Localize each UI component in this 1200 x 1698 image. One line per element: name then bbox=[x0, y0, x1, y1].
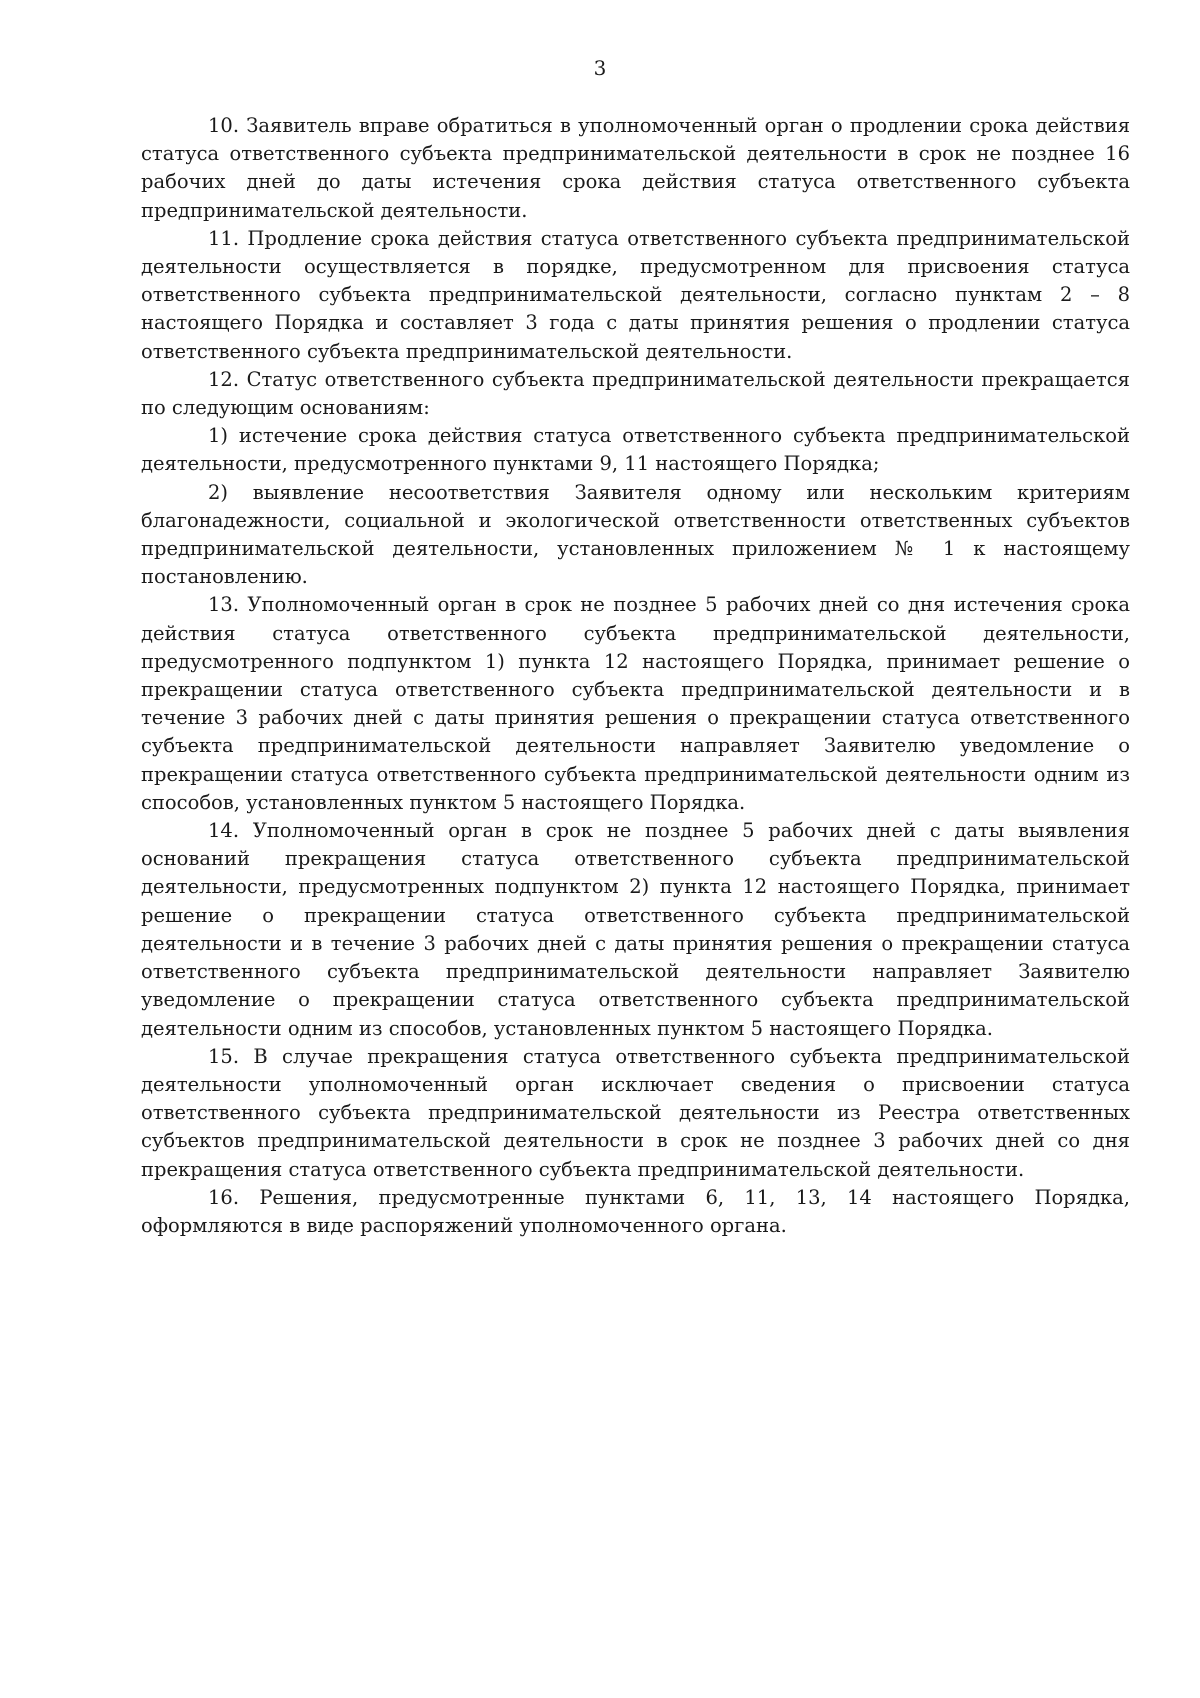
paragraph-15: 15. В случае прекращения статуса ответственного субъекта предпринимательской деятельности уполномоченный орган исключает сведения о присвоении статуса ответственного субъекта предпринимательской деятельности из Реестра ответственных субъектов предпринимательской деятельности в срок не позднее 3 рабочих дней со дня прекращения статуса ответственного субъекта предпринимательской деятельности. bbox=[141, 1044, 1130, 1181]
paragraph-10: 10. Заявитель вправе обратиться в уполномоченный орган о продлении срока действия статуса ответственного субъекта предпринимательской деятельности в срок не позднее 16 рабочих дней до даты истечения срока действия статуса ответственного субъекта предпринимательской деятельности. bbox=[141, 114, 1130, 222]
paragraph-12-item-2: 2) выявление несоответствия Заявителя одному или нескольким критериям благонадежности, социальной и экологической ответственности ответственных субъектов предпринимательской деятельности, установленных приложением № 1 к настоящему постановлению. bbox=[141, 480, 1130, 589]
document-body bbox=[141, 112, 1130, 1240]
paragraph-14: 14. Уполномоченный орган в срок не позднее 5 рабочих дней с даты выявления оснований прекращения статуса ответственного субъекта предпринимательской деятельности, предусмотренных подпунктом 2) пункта 12 настоящего Порядка, принимает решение о прекращении статуса ответственного субъекта предпринимательской деятельности и в течение 3 рабочих дней с даты принятия решения о прекращении статуса ответственного субъекта предпринимательской деятельности направляет Заявителю уведомление о прекращении статуса ответственного субъекта предпринимательской деятельности одним из способов, установленных пунктом 5 настоящего Порядка. bbox=[141, 819, 1130, 1040]
paragraph-11: 11. Продление срока действия статуса ответственного субъекта предпринимательской деятельности осуществляется в порядке, предусмотренном для присвоения статуса ответственного субъекта предпринимательской деятельности, согласно пунктам 2 – 8 настоящего Порядка и составляет 3 года с даты принятия решения о продлении статуса ответственного субъекта предпринимательской деятельности. bbox=[141, 226, 1130, 363]
page-number: 3 bbox=[593, 56, 607, 80]
paragraph-13: 13. Уполномоченный орган в срок не позднее 5 рабочих дней со дня истечения срока действия статуса ответственного субъекта предпринимательской деятельности, предусмотренного подпунктом 1) пункта 12 настоящего Порядка, принимает решение о прекращении статуса ответственного субъекта предпринимательской деятельности и в течение 3 рабочих дней с даты принятия решения о прекращении статуса ответственного субъекта предпринимательской деятельности направляет Заявителю уведомление о прекращении статуса ответственного субъекта предпринимательской деятельности одним из способов, установленных пунктом 5 настоящего Порядка. bbox=[141, 593, 1130, 814]
paragraph-12: 12. Статус ответственного субъекта предпринимательской деятельности прекращается по следующим основаниям: bbox=[141, 367, 1130, 420]
paragraph-12-item-1: 1) истечение срока действия статуса ответственного субъекта предпринимательской деятельности, предусмотренного пунктами 9, 11 настоящего Порядка; bbox=[141, 424, 1130, 476]
paragraph-16: 16. Решения, предусмотренные пунктами 6, 11, 13, 14 настоящего Порядка, оформляются в виде распоряжений уполномоченного органа. bbox=[141, 1185, 1130, 1237]
